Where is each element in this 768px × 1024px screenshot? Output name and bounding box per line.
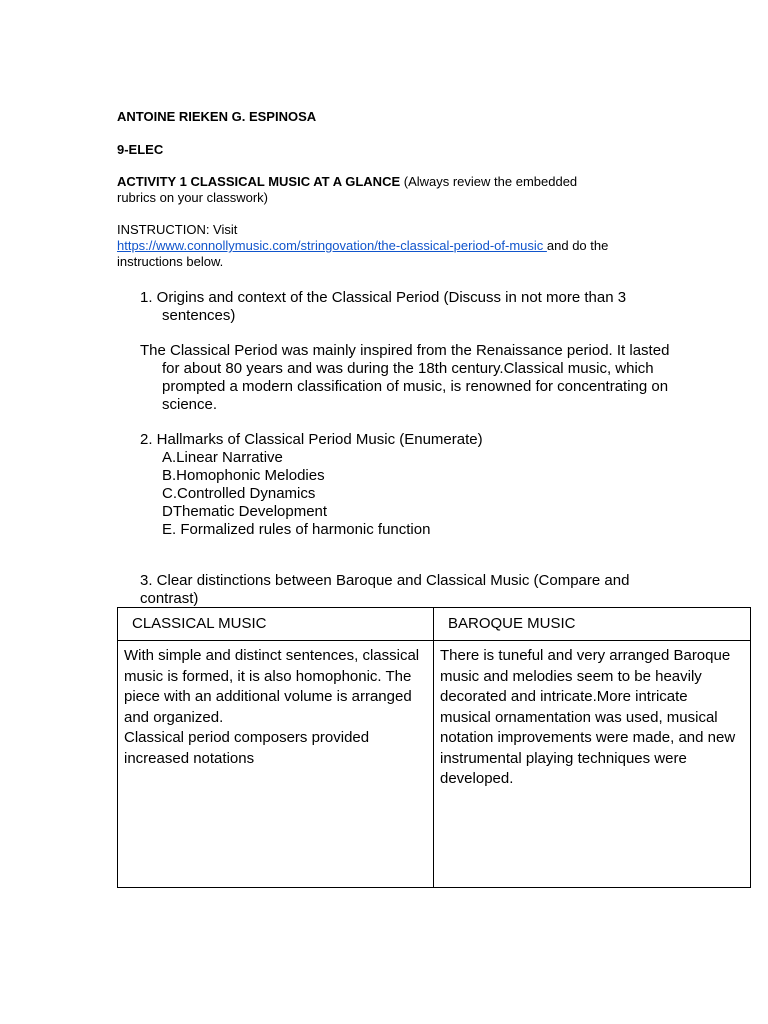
table-cell-classical [118, 641, 434, 888]
activity-title [117, 174, 677, 206]
text-line: decorated and intricate.More intricate [440, 688, 688, 705]
question-3-line2: contrast) [140, 590, 199, 607]
text-line: There is tuneful and very arranged Baroque [440, 647, 731, 664]
table-cell-baroque [434, 641, 751, 888]
instruction-line3: instructions below. [117, 254, 224, 269]
text-line: and organized. [124, 708, 224, 726]
classical-text [118, 641, 433, 769]
instruction-link[interactable]: https://www.connollymusic.com/stringovation/the-classical-period-of-music [117, 238, 547, 253]
baroque-text [434, 641, 750, 790]
table-row [118, 641, 751, 888]
text-line: developed. [440, 770, 514, 787]
table-header-cell [434, 608, 751, 641]
answer-1-line4: science. [162, 396, 218, 413]
header-classical: CLASSICAL MUSIC [132, 615, 267, 632]
hallmark-item: E. Formalized rules of harmonic function [162, 521, 431, 538]
text-line: piece with an additional volume is arranged [124, 688, 412, 705]
text-line: increased notations [124, 749, 255, 767]
text-line: musical ornamentation was used, musical [440, 708, 718, 726]
question-2-title: 2. Hallmarks of Classical Period Music (Enumerate) [140, 431, 483, 448]
question-1-line1: 1. Origins and context of the Classical Period (Discuss in not more than 3 [140, 289, 627, 306]
text-line: music is formed, it is also homophonic. The [124, 667, 412, 685]
question-3 [140, 572, 740, 608]
instruction-after-link: and do the [546, 238, 609, 253]
hallmark-item: DThematic Development [162, 503, 328, 520]
text-line: notation improvements were made, and new [440, 729, 736, 746]
text-line: music and melodies seem to be heavily [440, 667, 702, 685]
hallmark-item: C.Controlled Dynamics [162, 485, 316, 502]
text-line: With simple and distinct sentences, classical [124, 647, 420, 664]
table-header-row [118, 608, 751, 641]
question-2 [140, 431, 700, 539]
hallmark-item: A.Linear Narrative [162, 449, 283, 466]
answer-1-line1: The Classical Period was mainly inspired from the Renaissance period. It lasted [140, 342, 670, 359]
question-1-line2: sentences) [162, 307, 236, 324]
instruction-block [117, 222, 717, 270]
text-line: instrumental playing techniques were [440, 749, 687, 767]
answer-1-line3: prompted a modern classification of music, is renowned for concentrating on [162, 378, 669, 395]
header-baroque: BAROQUE MUSIC [448, 615, 576, 632]
answer-1 [140, 342, 740, 414]
activity-title-bold: ACTIVITY 1 CLASSICAL MUSIC AT A GLANCE [117, 174, 401, 189]
activity-title-note: (Always review the embedded [400, 174, 578, 189]
comparison-table [117, 607, 751, 888]
table-header-cell [118, 608, 434, 641]
student-name: ANTOINE RIEKEN G. ESPINOSA [117, 109, 317, 124]
text-line: Classical period composers provided [124, 729, 370, 746]
class-section: 9-ELEC [117, 142, 164, 157]
instruction-label: INSTRUCTION: Visit [117, 222, 238, 237]
activity-title-note-cont: rubrics on your classwork) [117, 190, 268, 205]
answer-1-line2: for about 80 years and was during the 18th century.Classical music, which [162, 360, 654, 377]
question-1 [140, 289, 700, 325]
hallmark-item: B.Homophonic Melodies [162, 467, 325, 484]
question-3-line1: 3. Clear distinctions between Baroque and Classical Music (Compare and [140, 572, 630, 589]
